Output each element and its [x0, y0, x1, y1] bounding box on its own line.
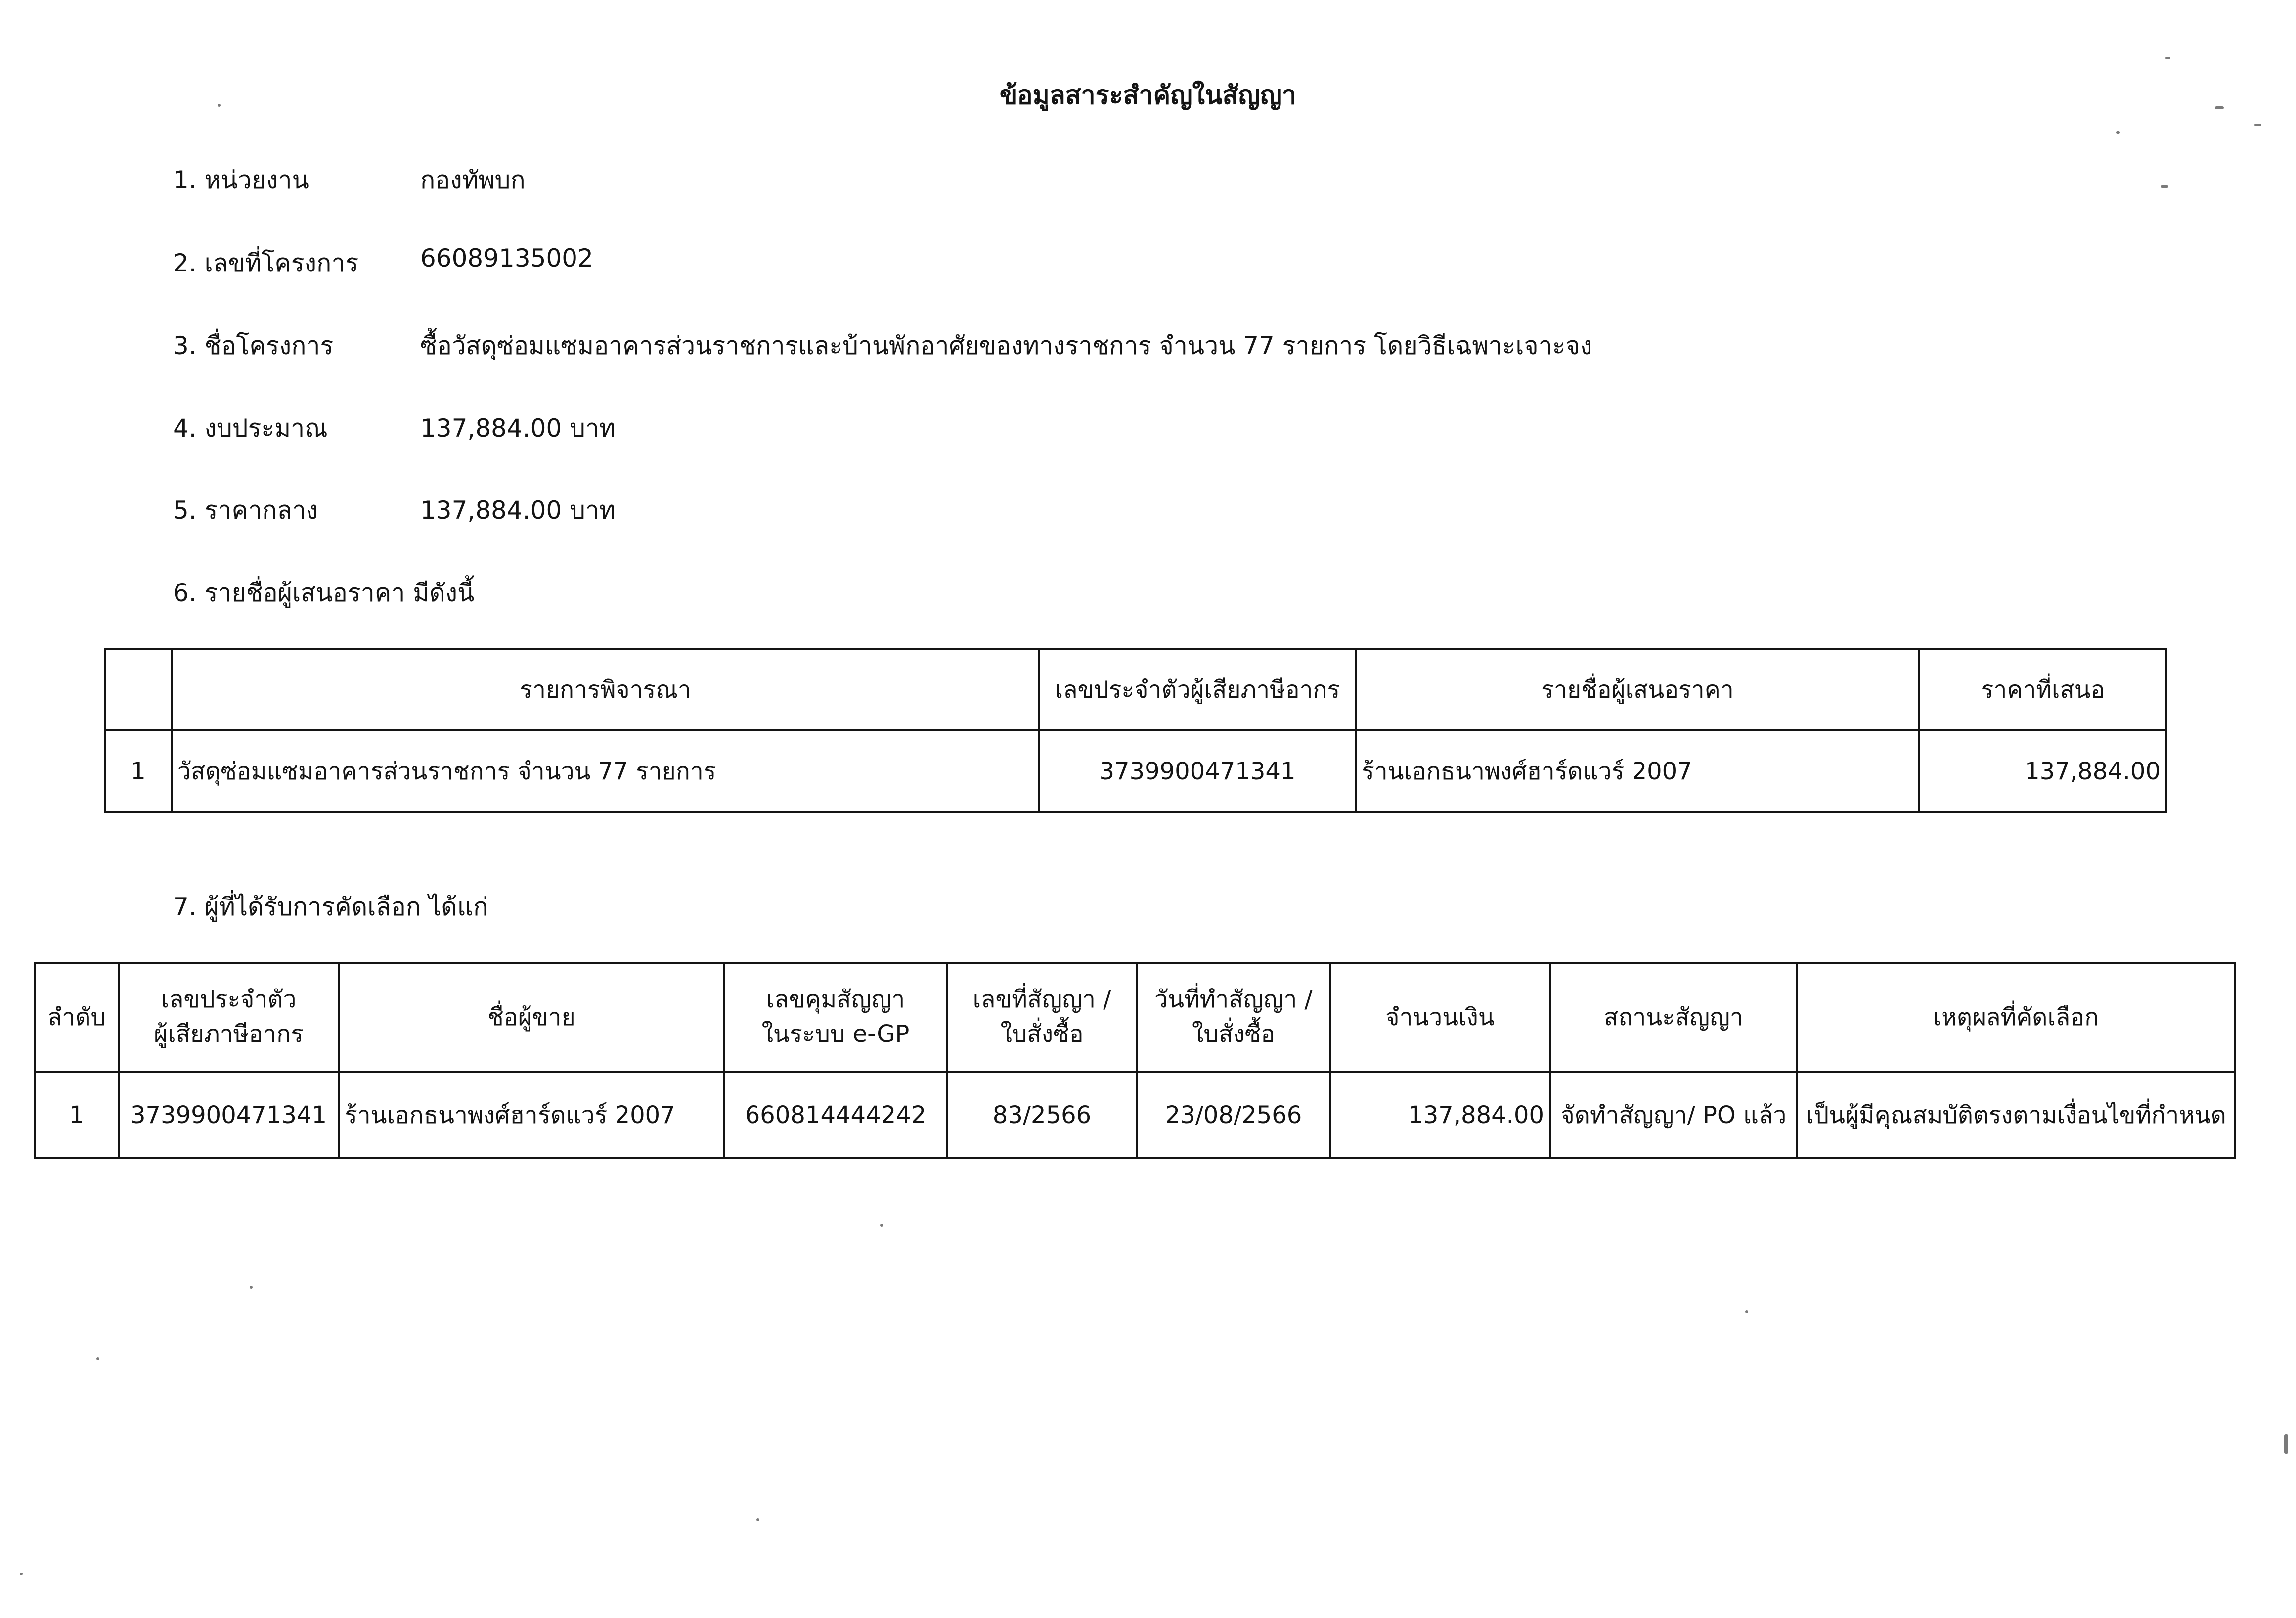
- selected-header-tax-id-line2: ผู้เสียภาษีอากร: [154, 1020, 304, 1048]
- selected-header-control-line2: ในระบบ e-GP: [761, 1020, 910, 1048]
- field-value: ซื้อวัสดุซ่อมแซมอาคารส่วนราชการและบ้านพักอาศัยของทางราชการ จำนวน 77 รายการ โดยวิธีเฉพาะเจาะจง: [420, 331, 1592, 360]
- scan-speck: [2165, 57, 2170, 59]
- selected-header-control-line1: เลขคุมสัญญา: [766, 986, 905, 1014]
- table-row: [105, 730, 2166, 812]
- table-row: [35, 1072, 2235, 1158]
- scan-speck: [250, 1286, 253, 1289]
- scan-speck: [1745, 1310, 1748, 1313]
- selected-header-reason: เหตุผลที่คัดเลือก: [1797, 963, 2235, 1072]
- field-label: 4. งบประมาณ: [173, 414, 328, 443]
- selected-header-status: สถานะสัญญา: [1550, 963, 1797, 1072]
- bidders-table: [104, 648, 2167, 813]
- selected-status: จัดทำสัญญา/ PO แล้ว: [1550, 1072, 1797, 1158]
- selected-header-row: [35, 963, 2235, 1072]
- selected-header-amount: จำนวนเงิน: [1330, 963, 1550, 1072]
- scan-speck: [880, 1224, 883, 1227]
- selected-tax-id: 3739900471341: [119, 1072, 339, 1158]
- selected-header-seller: ชื่อผู้ขาย: [339, 963, 724, 1072]
- bidders-heading: 6. รายชื่อผู้เสนอราคา มีดังนี้: [173, 579, 475, 607]
- scan-speck: [96, 1357, 99, 1360]
- bidder-name: ร้านเอกธนาพงศ์ฮาร์ดแวร์ 2007: [1356, 730, 1919, 812]
- scan-speck: [218, 104, 221, 107]
- selected-header-tax-id: [119, 963, 339, 1072]
- selected-seller: ร้านเอกธนาพงศ์ฮาร์ดแวร์ 2007: [339, 1072, 724, 1158]
- selected-header-contract-line2: ใบสั่งซื้อ: [1000, 1020, 1084, 1048]
- scan-speck: [2116, 131, 2120, 134]
- selected-table: [34, 962, 2236, 1159]
- field-value: 137,884.00 บาท: [420, 414, 616, 443]
- selected-date: 23/08/2566: [1137, 1072, 1330, 1158]
- bidders-header-price: ราคาที่เสนอ: [1919, 649, 2166, 730]
- selected-control-no: 660814444242: [724, 1072, 947, 1158]
- scan-speck: [20, 1573, 23, 1575]
- selected-no: 1: [35, 1072, 119, 1158]
- bidder-item: วัสดุซ่อมแซมอาคารส่วนราชการ จำนวน 77 รายการ: [172, 730, 1039, 812]
- scan-speck: [2215, 106, 2224, 109]
- selected-header-contract-line1: เลขที่สัญญา /: [972, 986, 1111, 1014]
- bidders-header-no: [105, 649, 172, 730]
- selected-amount: 137,884.00: [1330, 1072, 1550, 1158]
- selected-contract-no: 83/2566: [947, 1072, 1137, 1158]
- selected-header-no: ลำดับ: [35, 963, 119, 1072]
- selected-reason: เป็นผู้มีคุณสมบัติตรงตามเงื่อนไขที่กำหนด: [1797, 1072, 2235, 1158]
- bidders-header-bidder: รายชื่อผู้เสนอราคา: [1356, 649, 1919, 730]
- selected-heading: 7. ผู้ที่ได้รับการคัดเลือก ได้แก่: [173, 893, 488, 921]
- bidders-header-row: [105, 649, 2166, 730]
- scan-speck: [2254, 124, 2261, 126]
- scan-speck: [756, 1518, 759, 1521]
- bidder-tax-id: 3739900471341: [1039, 730, 1356, 812]
- field-label: 5. ราคากลาง: [173, 496, 318, 525]
- selected-header-contract-no: [947, 963, 1137, 1072]
- field-value: กองทัพบก: [420, 166, 526, 194]
- selected-header-date: [1137, 963, 1330, 1072]
- field-value: 66089135002: [420, 244, 593, 272]
- selected-header-control-no: [724, 963, 947, 1072]
- scan-speck: [2161, 185, 2168, 188]
- scan-speck: [2284, 1434, 2288, 1454]
- bidder-price: 137,884.00: [1919, 730, 2166, 812]
- selected-header-date-line1: วันที่ทำสัญญา /: [1154, 986, 1313, 1014]
- field-label: 1. หน่วยงาน: [173, 166, 309, 194]
- field-label: 2. เลขที่โครงการ: [173, 249, 359, 277]
- field-value: 137,884.00 บาท: [420, 496, 616, 525]
- bidder-no: 1: [105, 730, 172, 812]
- selected-header-date-line2: ใบสั่งซื้อ: [1192, 1020, 1276, 1048]
- bidders-header-tax-id: เลขประจำตัวผู้เสียภาษีอากร: [1039, 649, 1356, 730]
- field-label: 3. ชื่อโครงการ: [173, 331, 334, 360]
- bidders-header-item: รายการพิจารณา: [172, 649, 1039, 730]
- page-title: ข้อมูลสาระสำคัญในสัญญา: [999, 81, 1297, 110]
- selected-header-tax-id-line1: เลขประจำตัว: [161, 986, 297, 1014]
